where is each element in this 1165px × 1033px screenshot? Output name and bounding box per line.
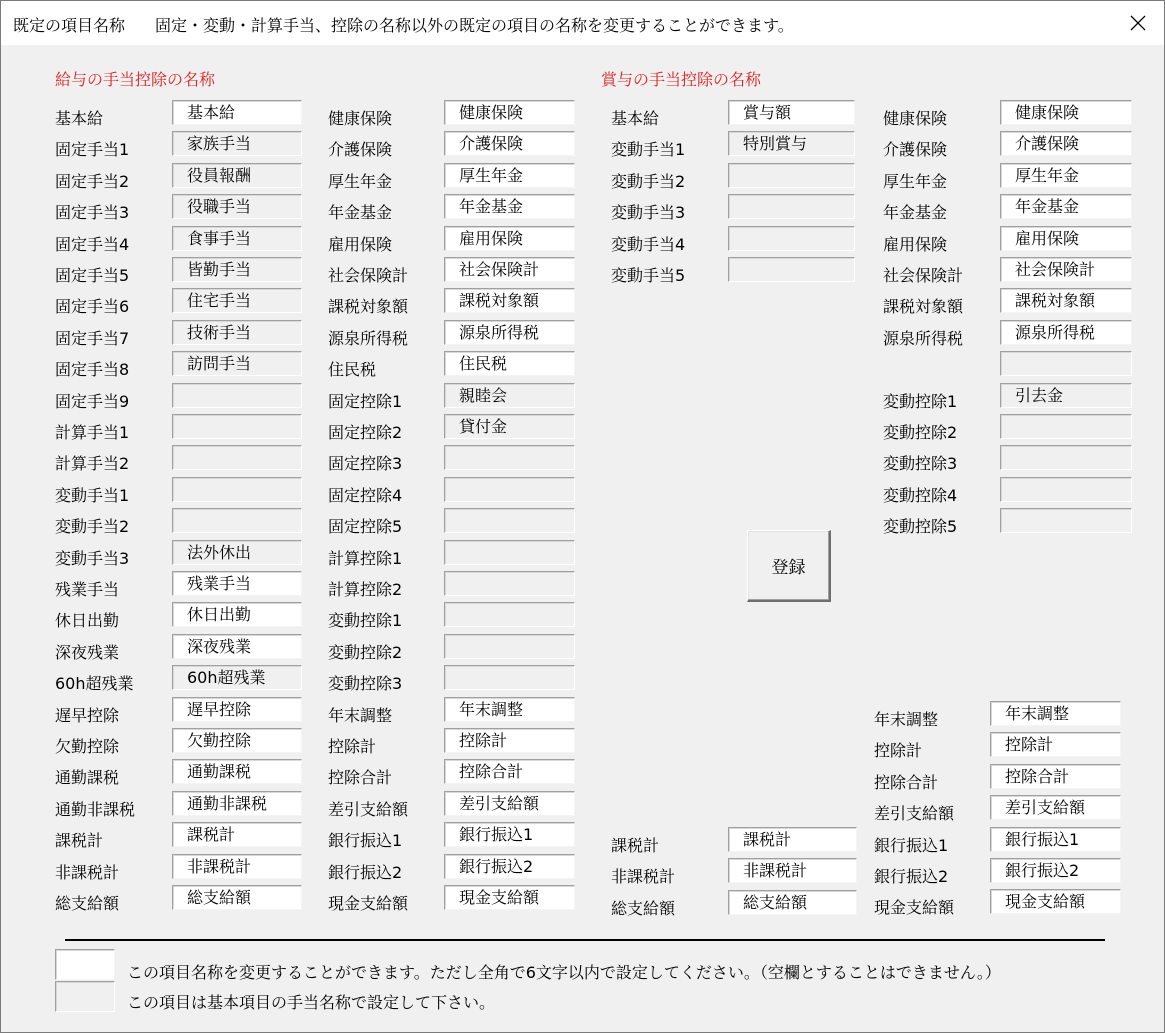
- bonus-deduction-total-label: 銀行振込1: [874, 835, 949, 855]
- bonus-deduction-field[interactable]: 雇用保険: [1000, 226, 1132, 251]
- salary-allowance-field: 食事手当: [172, 226, 302, 251]
- salary-deduction-field: 親睦会: [444, 383, 575, 408]
- salary-allowance-field: 家族手当: [172, 131, 302, 156]
- salary-deduction-label: 変動控除3: [328, 674, 403, 694]
- salary-deduction-label: 介護保険: [328, 140, 393, 160]
- salary-allowance-field[interactable]: 総支給額: [172, 885, 302, 910]
- bonus-deduction-total-label: 控除計: [874, 741, 923, 761]
- salary-deduction-field[interactable]: 控除合計: [444, 759, 575, 784]
- salary-allowance-field[interactable]: 通勤課税: [172, 759, 302, 784]
- bonus-allowance-total-field[interactable]: 総支給額: [728, 890, 857, 915]
- bonus-deduction-label: 社会保険計: [883, 266, 964, 285]
- bonus-allowance-total-field[interactable]: 非課税計: [728, 858, 857, 883]
- bonus-deduction-field[interactable]: 厚生年金: [1000, 163, 1132, 188]
- salary-allowance-field: 訪問手当: [172, 351, 302, 376]
- salary-deduction-label: 住民税: [328, 360, 377, 380]
- salary-deduction-label: 源泉所得税: [328, 328, 409, 348]
- salary-allowance-label: 総支給額: [55, 894, 120, 913]
- salary-deduction-field: [444, 634, 575, 659]
- salary-deduction-label: 固定控除3: [328, 454, 403, 474]
- salary-deduction-field[interactable]: 住民税: [444, 351, 575, 376]
- salary-deduction-field: [444, 445, 575, 470]
- salary-allowance-label: 遅早控除: [55, 705, 120, 725]
- salary-allowance-field: [172, 508, 302, 533]
- salary-allowance-field[interactable]: 通勤非課税: [172, 791, 302, 816]
- bonus-deduction-label: 健康保険: [883, 109, 948, 128]
- salary-deduction-field[interactable]: 介護保険: [444, 131, 575, 156]
- bonus-deduction-total-field[interactable]: 年末調整: [990, 701, 1121, 726]
- salary-allowance-label: 固定手当7: [55, 328, 130, 348]
- salary-allowance-field[interactable]: 基本給: [172, 100, 302, 125]
- salary-allowance-field: [172, 445, 302, 470]
- salary-allowance-field[interactable]: 遅早控除: [172, 697, 302, 722]
- salary-allowance-field: 法外休出: [172, 540, 302, 565]
- salary-allowance-field: [172, 414, 302, 439]
- bonus-deduction-total-field[interactable]: 現金支給額: [990, 889, 1121, 914]
- salary-deduction-field[interactable]: 厚生年金: [444, 163, 575, 188]
- salary-deduction-field: [444, 477, 575, 502]
- legend-readonly-swatch: [55, 981, 115, 1012]
- bonus-deduction-field: [1000, 508, 1132, 533]
- bonus-deduction-field[interactable]: 年金基金: [1000, 194, 1132, 219]
- close-icon: [1130, 15, 1146, 31]
- bonus-deduction-total-field[interactable]: 控除合計: [990, 764, 1121, 789]
- salary-deduction-label: 現金支給額: [328, 894, 409, 913]
- bonus-allowance-field[interactable]: 賞与額: [728, 100, 855, 125]
- salary-allowance-field: [172, 383, 302, 408]
- bonus-deduction-label: 源泉所得税: [883, 328, 964, 348]
- bonus-deduction-label: 変動控除4: [883, 485, 958, 505]
- bonus-deduction-field[interactable]: 課税対象額: [1000, 288, 1132, 313]
- salary-deduction-label: 控除計: [328, 737, 377, 756]
- salary-deduction-field: [444, 540, 575, 565]
- salary-allowance-label: 固定手当8: [55, 360, 130, 380]
- salary-allowance-label: 変動手当2: [55, 517, 130, 537]
- bonus-deduction-total-label: 現金支給額: [874, 898, 955, 918]
- salary-deduction-label: 年末調整: [328, 705, 393, 725]
- salary-deduction-field[interactable]: 年末調整: [444, 697, 575, 722]
- salary-deduction-label: 変動控除1: [328, 611, 403, 631]
- bonus-deduction-field: [1000, 445, 1132, 470]
- bonus-deduction-field[interactable]: 源泉所得税: [1000, 320, 1132, 345]
- bonus-deduction-label: 変動控除5: [883, 517, 958, 537]
- salary-allowance-label: 固定手当1: [55, 140, 130, 160]
- bonus-deduction-total-field[interactable]: 控除計: [990, 732, 1121, 757]
- bonus-allowance-total-label: 非課税計: [611, 867, 676, 887]
- salary-deduction-field: [444, 508, 575, 533]
- salary-allowance-label: 固定手当2: [55, 171, 130, 191]
- salary-allowance-field: 皆勤手当: [172, 257, 302, 282]
- salary-deduction-label: 計算控除2: [328, 580, 403, 599]
- salary-deduction-field[interactable]: 銀行振込1: [444, 822, 575, 847]
- bonus-deduction-total-label: 年末調整: [874, 710, 939, 729]
- salary-deduction-field[interactable]: 銀行振込2: [444, 854, 575, 879]
- salary-allowance-field: [172, 477, 302, 502]
- salary-deduction-label: 銀行振込2: [328, 862, 403, 882]
- salary-deduction-field: 貸付金: [444, 414, 575, 439]
- legend-editable-swatch: [55, 949, 115, 980]
- bonus-allowance-label: 変動手当4: [611, 234, 686, 254]
- salary-allowance-field[interactable]: 休日出勤: [172, 602, 302, 627]
- bonus-deduction-total-label: 銀行振込2: [874, 867, 949, 886]
- salary-allowance-label: 固定手当4: [55, 234, 130, 254]
- salary-deduction-field[interactable]: 課税対象額: [444, 288, 575, 313]
- salary-allowance-label: 基本給: [55, 109, 104, 128]
- title-bar: [1, 1, 1164, 45]
- bonus-allowance-field: 特別賞与: [728, 131, 855, 156]
- salary-deduction-label: 変動控除2: [328, 642, 403, 662]
- salary-allowance-label: 通勤課税: [55, 768, 120, 788]
- bonus-allowance-total-label: 総支給額: [611, 898, 676, 918]
- salary-allowance-label: 変動手当1: [55, 485, 130, 505]
- salary-allowance-field: 役員報酬: [172, 163, 302, 188]
- bonus-deduction-field[interactable]: 健康保険: [1000, 100, 1132, 125]
- bonus-allowance-field: [728, 194, 855, 219]
- salary-deduction-field: [444, 571, 575, 596]
- salary-allowance-label: 課税計: [55, 831, 104, 851]
- dialog-description: 固定・変動・計算手当、控除の名称以外の既定の項目の名称を変更することができます。: [155, 16, 794, 35]
- bonus-deduction-total-field[interactable]: 差引支給額: [990, 795, 1121, 820]
- salary-allowance-field[interactable]: 課税計: [172, 822, 302, 847]
- bonus-allowance-field: [728, 257, 855, 282]
- salary-deduction-field: [444, 602, 575, 627]
- salary-allowance-field: 60h超残業: [172, 665, 302, 690]
- close-button[interactable]: [1112, 1, 1164, 45]
- salary-deduction-label: 社会保険計: [328, 266, 409, 285]
- bonus-deduction-field: [1000, 351, 1132, 376]
- bonus-section-heading: 賞与の手当控除の名称: [601, 70, 762, 89]
- salary-deduction-label: 銀行振込1: [328, 831, 403, 851]
- salary-allowance-label: 固定手当5: [55, 266, 130, 285]
- salary-allowance-label: 欠勤控除: [55, 737, 120, 756]
- bonus-deduction-total-field[interactable]: 銀行振込2: [990, 858, 1121, 883]
- salary-allowance-field[interactable]: 深夜残業: [172, 634, 302, 659]
- salary-deduction-field[interactable]: 社会保険計: [444, 257, 575, 282]
- bonus-deduction-label: 厚生年金: [883, 171, 948, 191]
- salary-allowance-field: 技術手当: [172, 320, 302, 345]
- salary-allowance-label: 休日出勤: [55, 611, 120, 631]
- register-button[interactable]: 登録: [747, 530, 831, 602]
- salary-deduction-label: 固定控除1: [328, 391, 403, 411]
- salary-allowance-label: 60h超残業: [55, 674, 134, 694]
- salary-allowance-label: 変動手当3: [55, 548, 130, 568]
- bonus-allowance-total-field[interactable]: 課税計: [728, 827, 857, 852]
- bonus-deduction-label: 課税対象額: [883, 297, 964, 317]
- salary-allowance-field[interactable]: 非課税計: [172, 854, 302, 879]
- bonus-deduction-total-label: 控除合計: [874, 772, 939, 792]
- bonus-allowance-field: [728, 163, 855, 188]
- bonus-deduction-field[interactable]: 社会保険計: [1000, 257, 1132, 282]
- bonus-allowance-label: 基本給: [611, 109, 660, 128]
- salary-deduction-label: 控除合計: [328, 768, 393, 788]
- salary-allowance-field: 役職手当: [172, 194, 302, 219]
- bonus-deduction-label: 雇用保険: [883, 234, 948, 254]
- salary-allowance-label: 固定手当9: [55, 391, 130, 411]
- bonus-allowance-label: 変動手当3: [611, 203, 686, 223]
- bonus-deduction-field: [1000, 414, 1132, 439]
- bonus-deduction-label: 変動控除1: [883, 391, 958, 411]
- salary-deduction-label: 課税対象額: [328, 297, 409, 317]
- bonus-allowance-label: 変動手当1: [611, 140, 686, 160]
- salary-deduction-label: 差引支給額: [328, 799, 409, 819]
- salary-allowance-field[interactable]: 欠勤控除: [172, 728, 302, 753]
- salary-deduction-label: 固定控除4: [328, 485, 403, 505]
- bonus-allowance-total-label: 課税計: [611, 836, 660, 855]
- legend-readonly-text: この項目は基本項目の手当名称で設定して下さい。: [127, 993, 496, 1012]
- bonus-deduction-label: 介護保険: [883, 140, 948, 160]
- salary-allowance-label: 非課税計: [55, 862, 120, 882]
- window-title: [13, 13, 794, 36]
- salary-deduction-field[interactable]: 年金基金: [444, 194, 575, 219]
- bonus-deduction-total-field[interactable]: 銀行振込1: [990, 827, 1121, 852]
- salary-allowance-field: 住宅手当: [172, 288, 302, 313]
- salary-section-heading: 給与の手当控除の名称: [55, 70, 216, 89]
- salary-deduction-field[interactable]: 健康保険: [444, 100, 575, 125]
- bonus-deduction-label: 変動控除2: [883, 423, 958, 442]
- salary-deduction-label: 年金基金: [328, 203, 393, 223]
- salary-deduction-field[interactable]: 控除計: [444, 728, 575, 753]
- bonus-allowance-label: 変動手当2: [611, 171, 686, 191]
- salary-deduction-field: [444, 665, 575, 690]
- salary-deduction-field[interactable]: 源泉所得税: [444, 320, 575, 345]
- salary-deduction-label: 厚生年金: [328, 171, 393, 191]
- bonus-deduction-label: 年金基金: [883, 203, 948, 223]
- salary-allowance-field[interactable]: 残業手当: [172, 571, 302, 596]
- salary-deduction-label: 雇用保険: [328, 234, 393, 254]
- salary-deduction-field[interactable]: 差引支給額: [444, 791, 575, 816]
- salary-allowance-label: 固定手当3: [55, 203, 130, 223]
- salary-allowance-label: 計算手当2: [55, 454, 130, 474]
- bonus-deduction-total-label: 差引支給額: [874, 804, 955, 824]
- bonus-deduction-field: [1000, 477, 1132, 502]
- bonus-deduction-label: 変動控除3: [883, 454, 958, 474]
- salary-allowance-label: 通勤非課税: [55, 799, 136, 819]
- salary-deduction-label: 固定控除5: [328, 517, 403, 537]
- dialog-title: 既定の項目名称: [13, 16, 126, 35]
- divider: [65, 939, 1105, 941]
- bonus-deduction-field: 引去金: [1000, 383, 1132, 408]
- salary-allowance-label: 固定手当6: [55, 297, 130, 317]
- salary-allowance-label: 深夜残業: [55, 642, 120, 662]
- bonus-allowance-label: 変動手当5: [611, 266, 686, 285]
- salary-allowance-label: 残業手当: [55, 580, 120, 599]
- salary-deduction-label: 計算控除1: [328, 548, 403, 568]
- bonus-deduction-field[interactable]: 介護保険: [1000, 131, 1132, 156]
- salary-deduction-field[interactable]: 雇用保険: [444, 226, 575, 251]
- salary-deduction-field[interactable]: 現金支給額: [444, 885, 575, 910]
- legend-editable-text: この項目名称を変更することができます。ただし全角で6文字以内で設定してください。（空欄とすることはできません。）: [127, 963, 1001, 982]
- salary-deduction-label: 固定控除2: [328, 423, 403, 442]
- salary-allowance-label: 計算手当1: [55, 423, 130, 442]
- salary-deduction-label: 健康保険: [328, 109, 393, 128]
- bonus-allowance-field: [728, 226, 855, 251]
